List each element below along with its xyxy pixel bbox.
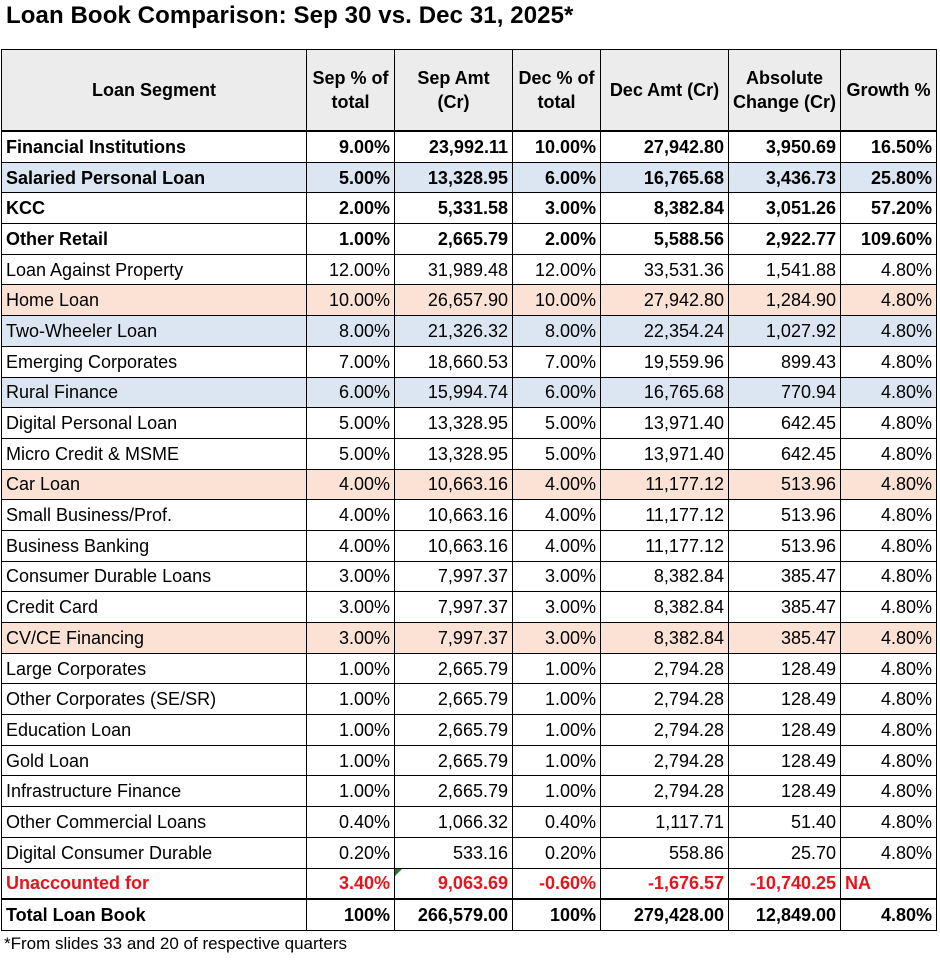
cell-dec-pct: 12.00% [513, 254, 601, 285]
table-row [2, 745, 937, 776]
cell-dec-pct: 0.40% [513, 807, 601, 838]
table-row [2, 254, 937, 285]
cell-dec-amt: 13,971.40 [601, 408, 729, 439]
column-header-dec-amt: Dec Amt (Cr) [601, 50, 729, 132]
page-title: Loan Book Comparison: Sep 30 vs. Dec 31, 2025* [6, 2, 574, 29]
cell-sep-amt: 10,663.16 [395, 469, 513, 500]
cell-sep-pct: 4.00% [307, 469, 395, 500]
cell-sep-pct: 4.00% [307, 500, 395, 531]
cell-sep-amt: 2,665.79 [395, 776, 513, 807]
cell-sep-amt: 7,997.37 [395, 623, 513, 654]
cell-sep-pct: 1.00% [307, 745, 395, 776]
cell-sep-amt: 2,665.79 [395, 715, 513, 746]
cell-dec-pct: 1.00% [513, 715, 601, 746]
cell-segment: Unaccounted for [2, 868, 307, 899]
cell-growth: 4.80% [841, 807, 937, 838]
cell-segment: Gold Loan [2, 745, 307, 776]
cell-dec-pct: 3.00% [513, 623, 601, 654]
cell-abs-change: 513.96 [729, 469, 841, 500]
cell-comment-marker-icon [395, 869, 402, 876]
cell-sep-amt: 2,665.79 [395, 653, 513, 684]
cell-growth: 4.80% [841, 469, 937, 500]
cell-abs-change: 385.47 [729, 592, 841, 623]
cell-sep-pct: 9.00% [307, 131, 395, 162]
cell-abs-change: 1,541.88 [729, 254, 841, 285]
cell-dec-amt: 33,531.36 [601, 254, 729, 285]
cell-sep-pct: 1.00% [307, 776, 395, 807]
cell-segment: KCC [2, 193, 307, 224]
column-header-dec-pct: Dec % of total [513, 50, 601, 132]
cell-sep-pct: 5.00% [307, 438, 395, 469]
cell-growth: 4.80% [841, 745, 937, 776]
cell-abs-change: 385.47 [729, 561, 841, 592]
cell-dec-pct: 10.00% [513, 285, 601, 316]
cell-dec-pct: 100% [513, 899, 601, 930]
cell-sep-pct: 12.00% [307, 254, 395, 285]
table-row [2, 868, 937, 899]
cell-growth: 4.80% [841, 899, 937, 930]
table-row [2, 131, 937, 162]
table-row [2, 316, 937, 347]
cell-growth: 4.80% [841, 837, 937, 868]
table-row [2, 623, 937, 654]
cell-sep-amt: 7,997.37 [395, 592, 513, 623]
cell-segment: Other Corporates (SE/SR) [2, 684, 307, 715]
cell-growth: 4.80% [841, 438, 937, 469]
cell-growth: 4.80% [841, 530, 937, 561]
cell-dec-amt: 22,354.24 [601, 316, 729, 347]
cell-abs-change: 3,950.69 [729, 131, 841, 162]
cell-growth: 25.80% [841, 162, 937, 193]
cell-growth: 4.80% [841, 285, 937, 316]
column-header-sep-pct: Sep % of total [307, 50, 395, 132]
footnote: *From slides 33 and 20 of respective quarters [4, 934, 348, 953]
cell-growth: 4.80% [841, 561, 937, 592]
cell-segment: Other Retail [2, 224, 307, 255]
cell-dec-amt: 2,794.28 [601, 715, 729, 746]
cell-dec-pct: -0.60% [513, 868, 601, 899]
table-row [2, 837, 937, 868]
cell-segment: Consumer Durable Loans [2, 561, 307, 592]
cell-abs-change: 3,051.26 [729, 193, 841, 224]
table-row [2, 224, 937, 255]
cell-sep-pct: 1.00% [307, 653, 395, 684]
cell-abs-change: 1,284.90 [729, 285, 841, 316]
cell-growth: 4.80% [841, 715, 937, 746]
table-row [2, 285, 937, 316]
cell-dec-pct: 2.00% [513, 224, 601, 255]
cell-sep-amt: 26,657.90 [395, 285, 513, 316]
cell-dec-pct: 4.00% [513, 469, 601, 500]
cell-sep-pct: 3.00% [307, 561, 395, 592]
cell-dec-pct: 4.00% [513, 530, 601, 561]
table-row [2, 776, 937, 807]
table-row [2, 346, 937, 377]
cell-sep-amt: 7,997.37 [395, 561, 513, 592]
cell-growth: 4.80% [841, 377, 937, 408]
cell-sep-pct: 10.00% [307, 285, 395, 316]
cell-segment: Rural Finance [2, 377, 307, 408]
column-header-abs-change: Absolute Change (Cr) [729, 50, 841, 132]
cell-segment: Small Business/Prof. [2, 500, 307, 531]
cell-abs-change: 128.49 [729, 684, 841, 715]
cell-segment: Salaried Personal Loan [2, 162, 307, 193]
cell-abs-change: 128.49 [729, 745, 841, 776]
cell-dec-pct: 8.00% [513, 316, 601, 347]
table-row [2, 377, 937, 408]
cell-sep-amt: 5,331.58 [395, 193, 513, 224]
cell-sep-amt: 10,663.16 [395, 530, 513, 561]
cell-abs-change: 25.70 [729, 837, 841, 868]
cell-growth: 4.80% [841, 346, 937, 377]
cell-growth: 4.80% [841, 254, 937, 285]
cell-segment: Credit Card [2, 592, 307, 623]
cell-sep-pct: 6.00% [307, 377, 395, 408]
cell-dec-amt: 16,765.68 [601, 377, 729, 408]
cell-dec-pct: 1.00% [513, 653, 601, 684]
cell-abs-change: 128.49 [729, 715, 841, 746]
cell-dec-amt: 5,588.56 [601, 224, 729, 255]
cell-sep-pct: 1.00% [307, 224, 395, 255]
table-row [2, 899, 937, 930]
cell-dec-amt: 279,428.00 [601, 899, 729, 930]
cell-segment: Home Loan [2, 285, 307, 316]
cell-dec-amt: 11,177.12 [601, 530, 729, 561]
cell-dec-amt: 2,794.28 [601, 684, 729, 715]
table-row [2, 592, 937, 623]
cell-segment: Large Corporates [2, 653, 307, 684]
cell-sep-amt: 13,328.95 [395, 438, 513, 469]
cell-abs-change: 2,922.77 [729, 224, 841, 255]
cell-sep-pct: 3.40% [307, 868, 395, 899]
cell-abs-change: 899.43 [729, 346, 841, 377]
cell-growth: 4.80% [841, 500, 937, 531]
cell-dec-amt: 13,971.40 [601, 438, 729, 469]
cell-dec-amt: 19,559.96 [601, 346, 729, 377]
cell-sep-amt: 13,328.95 [395, 408, 513, 439]
cell-sep-pct: 7.00% [307, 346, 395, 377]
cell-dec-amt: -1,676.57 [601, 868, 729, 899]
cell-abs-change: 1,027.92 [729, 316, 841, 347]
cell-growth: NA [841, 868, 937, 899]
cell-dec-pct: 4.00% [513, 500, 601, 531]
cell-growth: 4.80% [841, 653, 937, 684]
cell-sep-pct: 5.00% [307, 408, 395, 439]
cell-sep-amt: 1,066.32 [395, 807, 513, 838]
cell-dec-amt: 2,794.28 [601, 776, 729, 807]
cell-segment: Car Loan [2, 469, 307, 500]
cell-abs-change: 513.96 [729, 530, 841, 561]
cell-abs-change: 128.49 [729, 776, 841, 807]
cell-sep-pct: 100% [307, 899, 395, 930]
cell-segment: Digital Personal Loan [2, 408, 307, 439]
loan-comparison-table [1, 49, 937, 931]
cell-segment: Business Banking [2, 530, 307, 561]
table-row [2, 684, 937, 715]
cell-sep-amt: 2,665.79 [395, 684, 513, 715]
cell-abs-change: 128.49 [729, 653, 841, 684]
cell-dec-pct: 1.00% [513, 745, 601, 776]
cell-growth: 4.80% [841, 592, 937, 623]
cell-growth: 4.80% [841, 776, 937, 807]
cell-growth: 109.60% [841, 224, 937, 255]
cell-sep-pct: 0.40% [307, 807, 395, 838]
cell-sep-pct: 0.20% [307, 837, 395, 868]
cell-sep-amt: 13,328.95 [395, 162, 513, 193]
cell-sep-amt: 10,663.16 [395, 500, 513, 531]
cell-sep-amt: 9,063.69 [395, 868, 513, 899]
cell-segment: Other Commercial Loans [2, 807, 307, 838]
cell-dec-amt: 11,177.12 [601, 500, 729, 531]
cell-growth: 4.80% [841, 623, 937, 654]
cell-dec-amt: 2,794.28 [601, 653, 729, 684]
cell-growth: 16.50% [841, 131, 937, 162]
cell-abs-change: 513.96 [729, 500, 841, 531]
cell-sep-amt: 18,660.53 [395, 346, 513, 377]
table-row [2, 162, 937, 193]
cell-dec-pct: 7.00% [513, 346, 601, 377]
cell-dec-amt: 8,382.84 [601, 592, 729, 623]
table-row [2, 653, 937, 684]
cell-dec-amt: 1,117.71 [601, 807, 729, 838]
cell-dec-pct: 5.00% [513, 408, 601, 439]
cell-dec-amt: 16,765.68 [601, 162, 729, 193]
cell-sep-pct: 5.00% [307, 162, 395, 193]
cell-dec-amt: 558.86 [601, 837, 729, 868]
table-row [2, 500, 937, 531]
cell-sep-pct: 8.00% [307, 316, 395, 347]
cell-dec-pct: 3.00% [513, 193, 601, 224]
cell-sep-amt: 23,992.11 [395, 131, 513, 162]
table-row [2, 561, 937, 592]
table-row [2, 530, 937, 561]
cell-abs-change: 12,849.00 [729, 899, 841, 930]
cell-dec-amt: 8,382.84 [601, 561, 729, 592]
cell-dec-amt: 8,382.84 [601, 623, 729, 654]
table-row [2, 193, 937, 224]
cell-dec-amt: 27,942.80 [601, 131, 729, 162]
table-header-row [2, 50, 937, 132]
cell-dec-pct: 5.00% [513, 438, 601, 469]
cell-segment: Micro Credit & MSME [2, 438, 307, 469]
cell-abs-change: 770.94 [729, 377, 841, 408]
cell-segment: Loan Against Property [2, 254, 307, 285]
cell-dec-amt: 27,942.80 [601, 285, 729, 316]
cell-dec-amt: 8,382.84 [601, 193, 729, 224]
cell-sep-amt: 2,665.79 [395, 745, 513, 776]
cell-sep-amt: 266,579.00 [395, 899, 513, 930]
column-header-growth: Growth % [841, 50, 937, 132]
cell-sep-amt: 15,994.74 [395, 377, 513, 408]
cell-sep-pct: 3.00% [307, 623, 395, 654]
cell-dec-amt: 11,177.12 [601, 469, 729, 500]
cell-sep-amt: 533.16 [395, 837, 513, 868]
cell-dec-pct: 3.00% [513, 592, 601, 623]
cell-dec-pct: 3.00% [513, 561, 601, 592]
cell-segment: Two-Wheeler Loan [2, 316, 307, 347]
cell-dec-pct: 6.00% [513, 377, 601, 408]
cell-dec-pct: 1.00% [513, 684, 601, 715]
cell-abs-change: 51.40 [729, 807, 841, 838]
cell-abs-change: -10,740.25 [729, 868, 841, 899]
cell-abs-change: 642.45 [729, 438, 841, 469]
table-row [2, 408, 937, 439]
cell-growth: 57.20% [841, 193, 937, 224]
cell-dec-pct: 6.00% [513, 162, 601, 193]
cell-sep-pct: 3.00% [307, 592, 395, 623]
cell-sep-amt: 31,989.48 [395, 254, 513, 285]
cell-dec-pct: 0.20% [513, 837, 601, 868]
cell-sep-pct: 1.00% [307, 715, 395, 746]
column-header-sep-amt: Sep Amt (Cr) [395, 50, 513, 132]
cell-abs-change: 642.45 [729, 408, 841, 439]
cell-abs-change: 385.47 [729, 623, 841, 654]
cell-abs-change: 3,436.73 [729, 162, 841, 193]
cell-growth: 4.80% [841, 408, 937, 439]
cell-growth: 4.80% [841, 316, 937, 347]
cell-sep-pct: 4.00% [307, 530, 395, 561]
table-row [2, 715, 937, 746]
table-row [2, 469, 937, 500]
cell-segment: Financial Institutions [2, 131, 307, 162]
cell-segment: Emerging Corporates [2, 346, 307, 377]
cell-segment: Education Loan [2, 715, 307, 746]
cell-growth: 4.80% [841, 684, 937, 715]
cell-sep-amt: 21,326.32 [395, 316, 513, 347]
cell-sep-amt: 2,665.79 [395, 224, 513, 255]
cell-dec-amt: 2,794.28 [601, 745, 729, 776]
cell-segment: CV/CE Financing [2, 623, 307, 654]
cell-dec-pct: 10.00% [513, 131, 601, 162]
column-header-segment: Loan Segment [2, 50, 307, 132]
cell-sep-pct: 1.00% [307, 684, 395, 715]
table-row [2, 438, 937, 469]
cell-dec-pct: 1.00% [513, 776, 601, 807]
cell-segment: Digital Consumer Durable [2, 837, 307, 868]
cell-sep-pct: 2.00% [307, 193, 395, 224]
cell-segment: Infrastructure Finance [2, 776, 307, 807]
cell-segment: Total Loan Book [2, 899, 307, 930]
table-row [2, 807, 937, 838]
